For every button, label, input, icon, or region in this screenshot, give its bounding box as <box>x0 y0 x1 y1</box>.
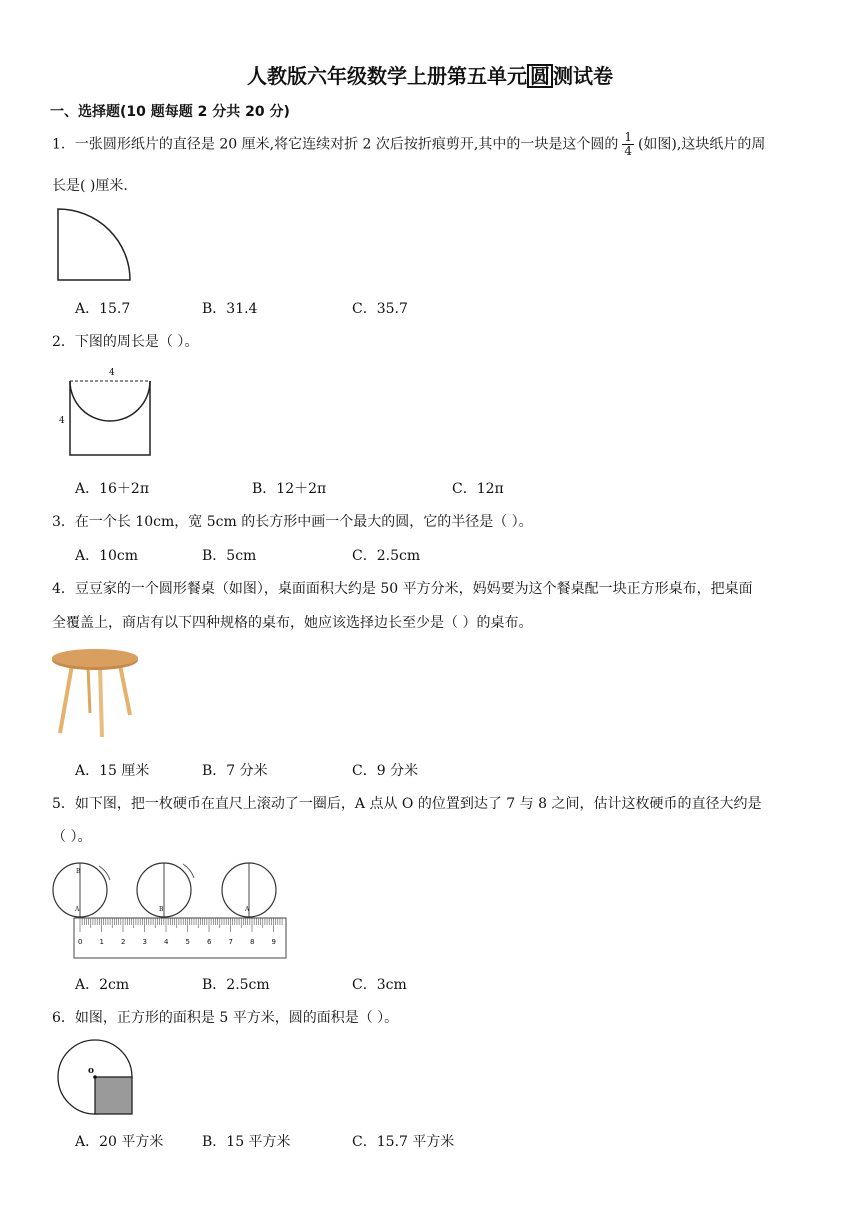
q4-option-a[interactable]: A．15 厘米 <box>75 763 150 779</box>
question-1-text-a: 1．一张圆形纸片的直径是 20 厘米,将它连续对折 2 次后按折痕剪开,其中的一块是这个圆的 <box>52 136 619 153</box>
question-5-line-2: （ ）。 <box>52 829 92 845</box>
square-semicircle-figure <box>55 366 155 458</box>
figure-top-label: 4 <box>109 368 115 378</box>
ruler-number: 3 <box>142 938 147 946</box>
fraction <box>622 131 634 158</box>
q5-option-c[interactable]: C．3cm <box>352 977 407 993</box>
question-1-text-b: (如图),这块纸片的周 <box>637 136 766 153</box>
ruler-number: 8 <box>250 938 255 946</box>
ruler-number: 4 <box>164 938 169 946</box>
question-2-text: 2．下图的周长是（ ）。 <box>52 334 199 350</box>
coin-1-point-a: A <box>75 906 80 913</box>
question-5-line-1: 5．如下图，把一枚硬币在直尺上滚动了一圈后，A 点从 O 的位置到达了 7 与 8 之间，估计这枚硬币的直径大约是 <box>52 796 762 812</box>
circle-square-figure <box>56 1039 138 1119</box>
question-6-text: 6．如图，正方形的面积是 5 平方米，圆的面积是（ ）。 <box>52 1010 399 1026</box>
round-table-picture <box>50 645 142 740</box>
coin-2-point-b: B <box>159 906 164 913</box>
q5-option-b[interactable]: B．2.5cm <box>202 977 270 993</box>
title-boxed-char: 圆 <box>527 64 553 88</box>
q5-option-a[interactable]: A．2cm <box>75 977 130 993</box>
ruler-number: 7 <box>228 938 233 946</box>
q1-option-b[interactable]: B．31.4 <box>202 301 258 317</box>
q2-option-b[interactable]: B．12＋2π <box>252 481 327 497</box>
page-title <box>0 60 860 89</box>
q3-option-c[interactable]: C．2.5cm <box>352 548 421 564</box>
question-4-line-2: 全覆盖上，商店有以下四种规格的桌布，她应该选择边长至少是（ ）的桌布。 <box>52 615 533 631</box>
ruler-number: 9 <box>271 938 276 946</box>
ruler-number: 2 <box>121 938 126 946</box>
question-4-line-1: 4．豆豆家的一个圆形餐桌（如图），桌面面积大约是 50 平方分米，妈妈要为这个餐桌配一块正方形桌布，把桌面 <box>52 581 753 597</box>
ruler-number: 1 <box>99 938 104 946</box>
coin-3-point-a: A <box>245 906 250 913</box>
question-3-text: 3．在一个长 10cm，宽 5cm 的长方形中画一个最大的圆，它的半径是（ ）。 <box>52 514 533 530</box>
fraction-numerator: 1 <box>624 130 632 144</box>
q6-option-c[interactable]: C．15.7 平方米 <box>352 1134 455 1150</box>
circle-center-label: o <box>88 1066 95 1076</box>
ruler-number: 0 <box>78 938 83 946</box>
q2-option-a[interactable]: A．16＋2π <box>75 481 150 497</box>
q2-option-c[interactable]: C．12π <box>452 481 504 497</box>
q3-option-a[interactable]: A．10cm <box>75 548 139 564</box>
section-heading: 一、选择题(10 题每题 2 分共 20 分) <box>50 104 290 120</box>
fraction-denominator: 4 <box>624 144 632 158</box>
q1-option-a[interactable]: A．15.7 <box>75 301 131 317</box>
coin-1-point-b: B <box>76 868 81 875</box>
ruler-number: 6 <box>207 938 212 946</box>
q4-option-c[interactable]: C．9 分米 <box>352 763 419 779</box>
q3-option-b[interactable]: B．5cm <box>202 548 257 564</box>
q6-option-b[interactable]: B．15 平方米 <box>202 1134 291 1150</box>
figure-side-label: 4 <box>59 416 65 426</box>
coin-ruler-figure <box>52 856 292 964</box>
q6-option-a[interactable]: A．20 平方米 <box>75 1134 164 1150</box>
title-suffix: 测试卷 <box>553 64 613 88</box>
quarter-circle-figure <box>56 207 136 283</box>
question-1-line-1 <box>52 131 765 158</box>
question-1-line-2: 长是( )厘米. <box>52 178 128 194</box>
title-prefix: 人教版六年级数学上册第五单元 <box>247 64 527 88</box>
q4-option-b[interactable]: B．7 分米 <box>202 763 268 779</box>
q1-option-c[interactable]: C．35.7 <box>352 301 408 317</box>
ruler-number: 5 <box>185 938 190 946</box>
